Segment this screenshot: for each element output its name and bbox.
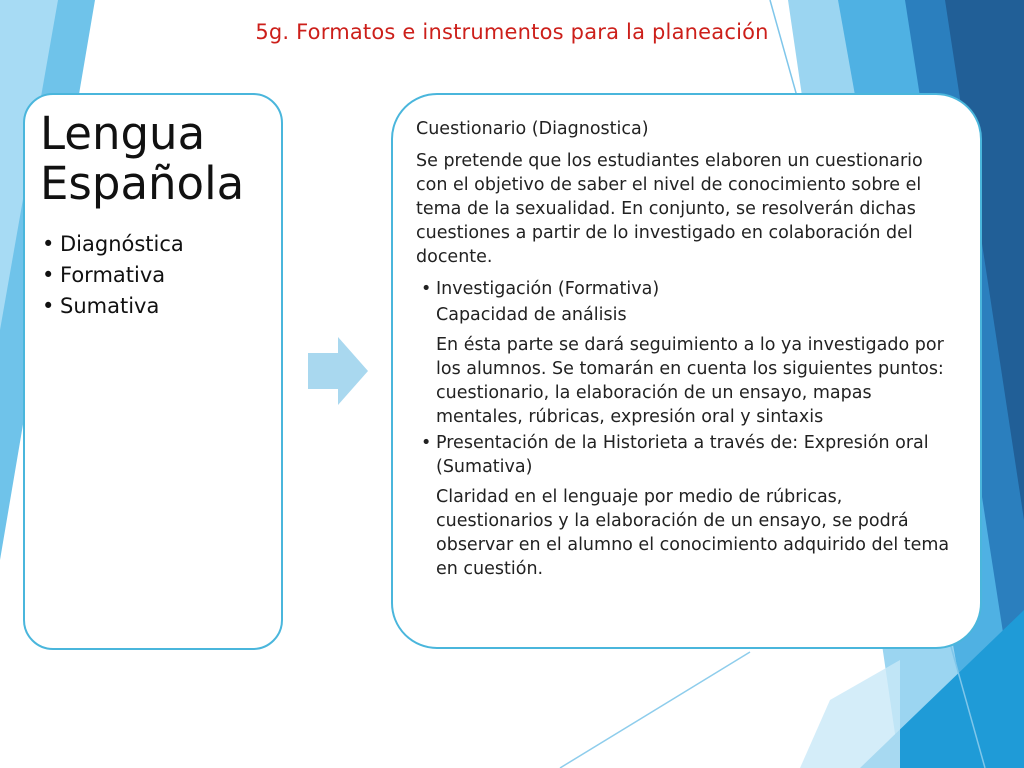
list-item	[40, 291, 267, 322]
list-item	[416, 431, 958, 581]
bullet-dot: •	[421, 433, 432, 453]
slide-title: 5g. Formatos e instrumentos para la planeación	[255, 20, 769, 44]
section1-title: Cuestionario (Diagnostica)	[416, 119, 649, 139]
bullet1-text: En ésta parte se dará seguimiento a lo ya investigado por los alumnos. Se tomarán en cuenta los siguientes puntos: cuestionario, la elaboración de un ensayo, mapas mentales, rúbricas, expresión oral y sintaxis	[436, 335, 944, 427]
item-label: Diagnóstica	[60, 232, 184, 256]
list-item	[416, 277, 958, 429]
right-arrow-icon	[308, 337, 370, 405]
list-item	[40, 229, 267, 260]
heading-line-1: Lengua	[40, 107, 206, 160]
item-label: Sumativa	[60, 294, 160, 318]
evaluation-type-list	[40, 229, 267, 322]
bullet-dot: •	[42, 263, 55, 287]
left-card	[23, 93, 283, 650]
bullet2-text: Claridad en el lenguaje por medio de rúbricas, cuestionarios y la elaboración de un ensayo, se podrá observar en el alumno el conocimiento adquirido del tema en cuestión.	[436, 487, 950, 579]
decor-line-2	[560, 652, 750, 768]
bottom-decor-wedge	[800, 660, 900, 768]
bullet1-subtitle: Capacidad de análisis	[436, 305, 627, 325]
heading-line-2: Española	[40, 157, 245, 210]
item-label: Formativa	[60, 263, 166, 287]
bullet1-title: Investigación (Formativa)	[436, 279, 660, 299]
list-item	[40, 260, 267, 291]
bullet-dot: •	[42, 294, 55, 318]
bullet-dot: •	[42, 232, 55, 256]
bullet2-title: Presentación de la Historieta a través de: Expresión oral (Sumativa)	[436, 433, 929, 477]
right-card	[391, 93, 982, 649]
section1-text: Se pretende que los estudiantes elaboren un cuestionario con el objetivo de saber el nivel de conocimiento sobre el tema de la sexualidad. En conjunto, se resolverán dichas cuestiones a partir de lo investigado en colaboración del docente.	[416, 151, 923, 267]
left-card-heading	[40, 109, 267, 209]
bullet-dot: •	[421, 279, 432, 299]
